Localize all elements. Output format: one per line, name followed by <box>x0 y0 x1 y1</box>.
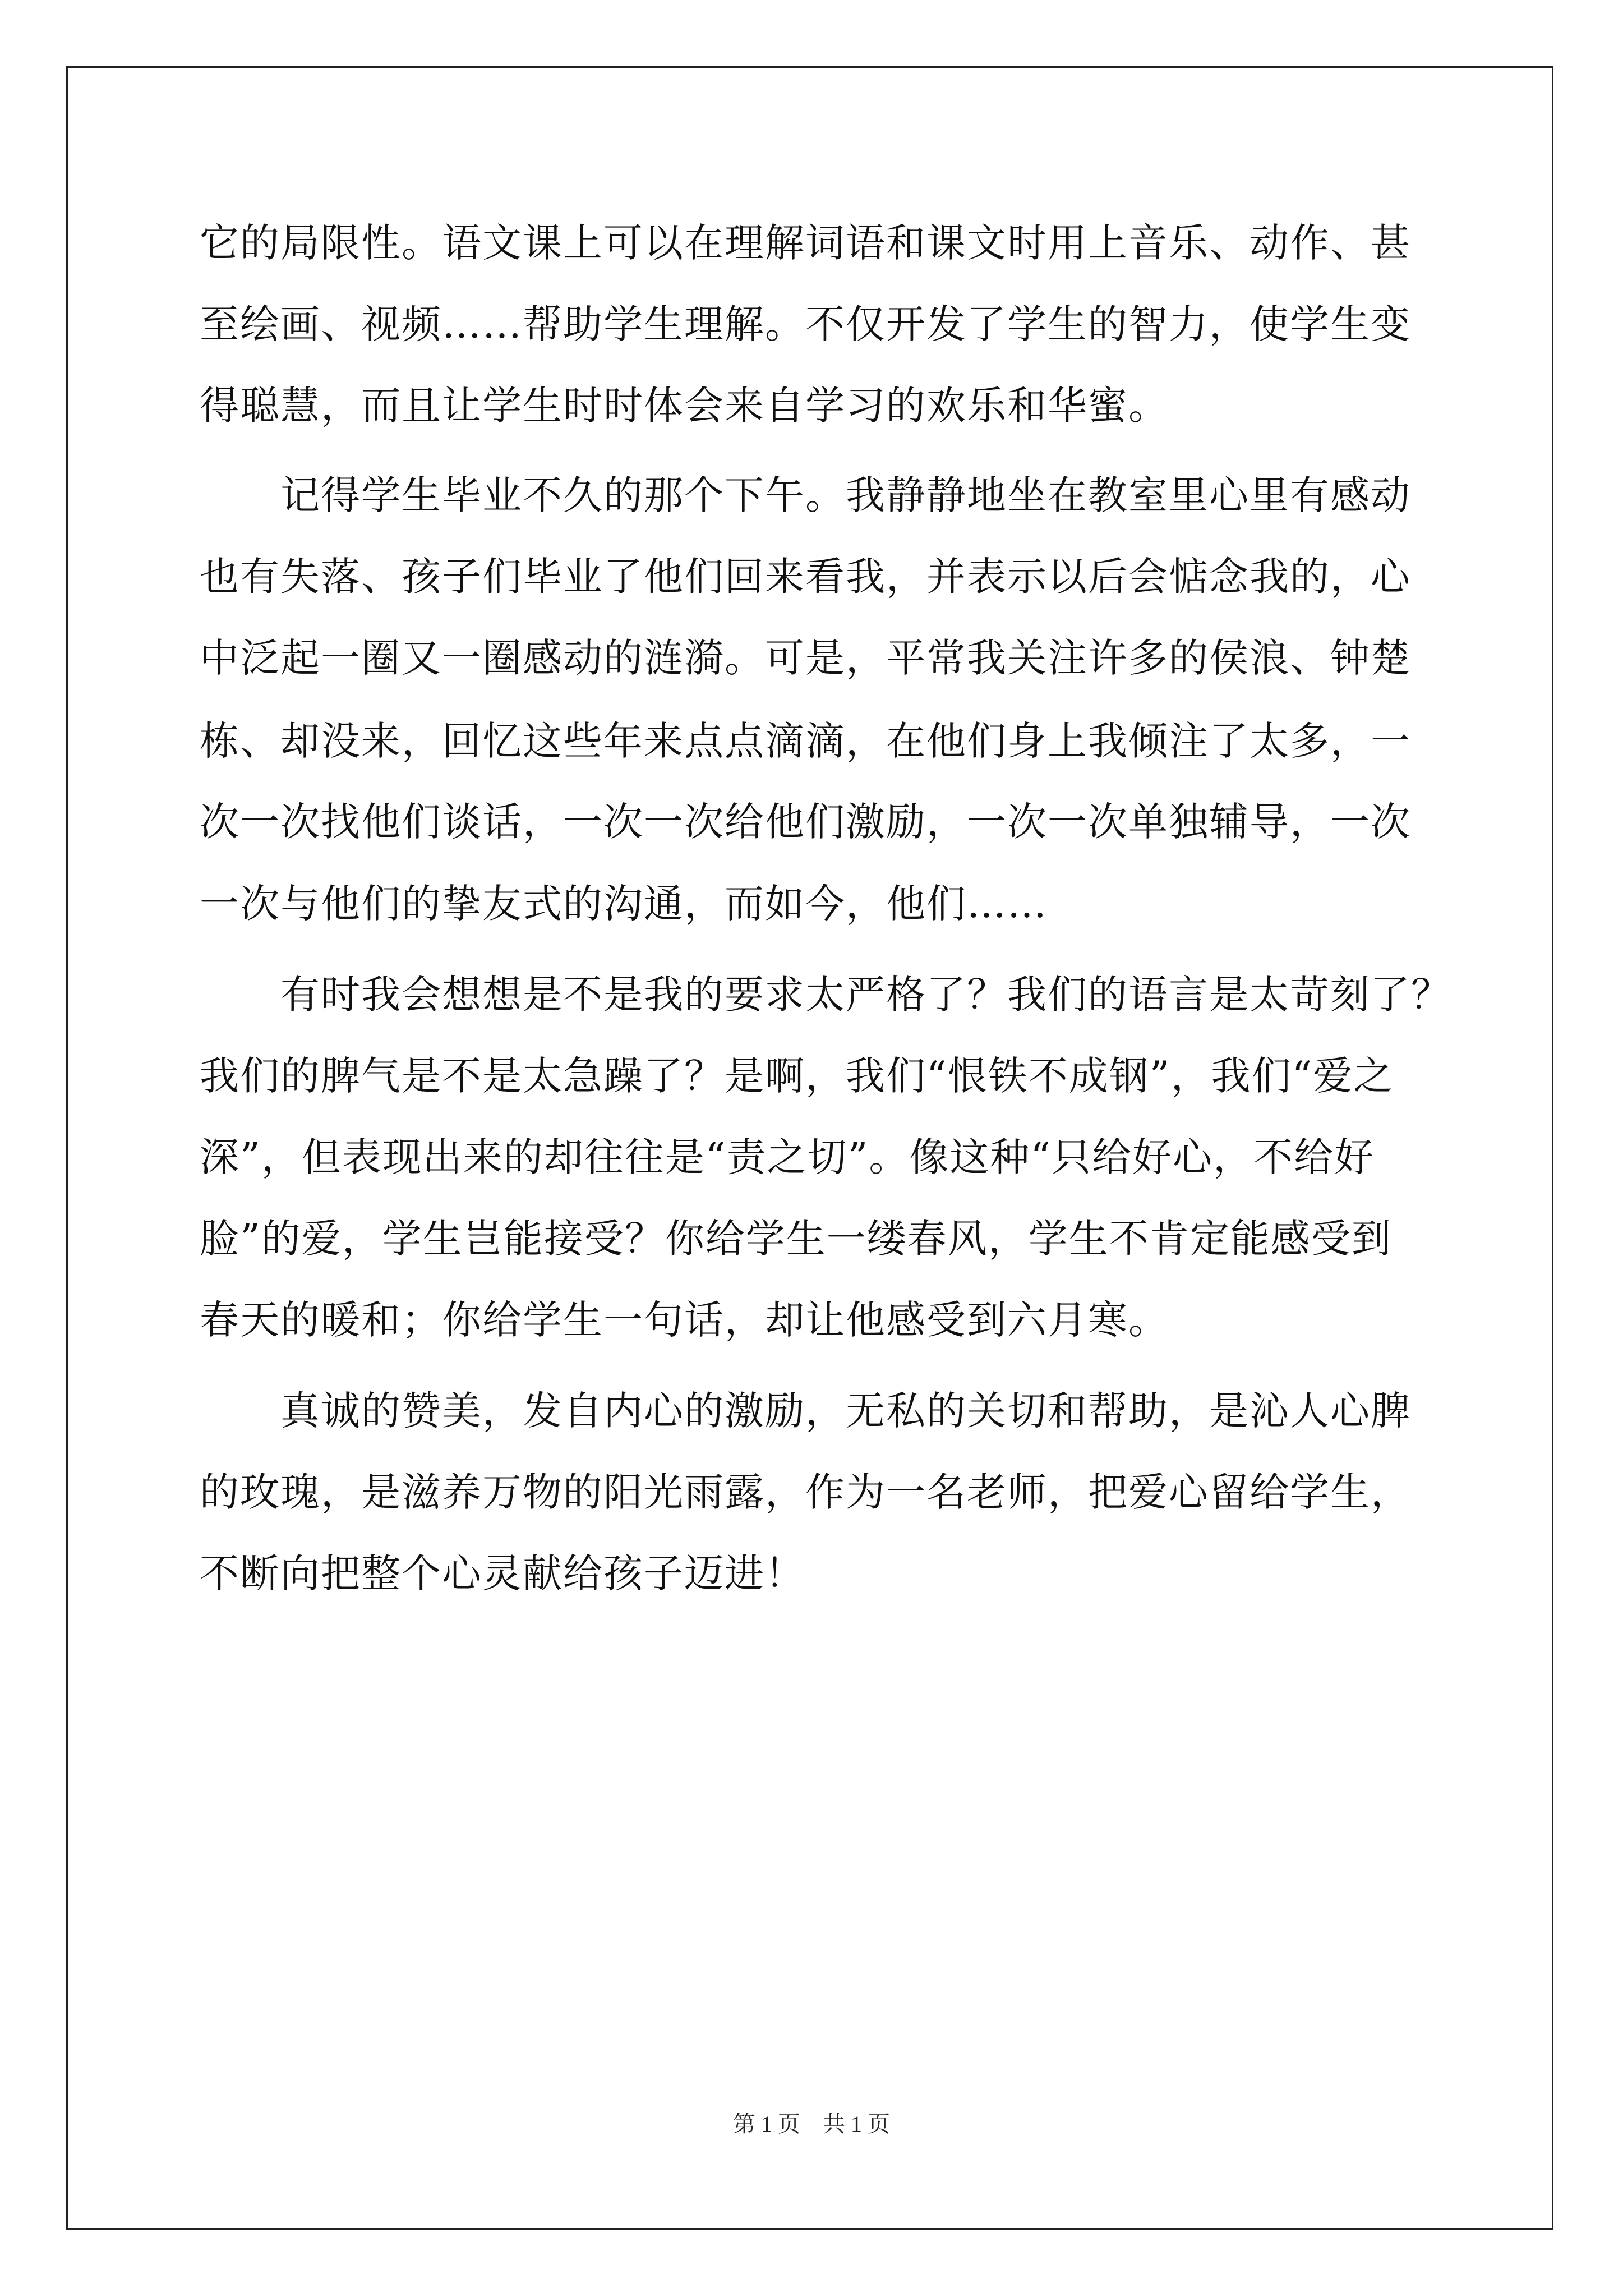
paragraph-3-line-3: 深”，但表现出来的却往往是“责之切”。像这种“只给好心，不给好 <box>200 1134 1375 1180</box>
paragraph-4-line-1: 真诚的赞美，发自内心的激励，无私的关切和帮助，是沁人心脾 <box>280 1388 1411 1434</box>
paragraph-2-line-5: 次一次找他们谈话，一次一次给他们激励，一次一次单独辅导，一次 <box>200 799 1411 845</box>
paragraph-3-line-4: 脸”的爱，学生岂能接受？你给学生一缕春风，学生不肯定能感受到 <box>200 1216 1392 1262</box>
page-number-footer: 第 1 页 共 1 页 <box>733 2111 890 2137</box>
paragraph-3-line-2: 我们的脾气是不是太急躁了？是啊，我们“恨铁不成钢”，我们“爱之 <box>200 1053 1394 1099</box>
paragraph-1-line-1: 它的局限性。语文课上可以在理解词语和课文时用上音乐、动作、甚 <box>200 220 1411 266</box>
paragraph-2-line-6: 一次与他们的挚友式的沟通，而如今，他们…… <box>200 881 1048 927</box>
paragraph-2-line-4: 栋、却没来，回忆这些年来点点滴滴，在他们身上我倾注了太多，一 <box>200 718 1411 764</box>
paragraph-2-line-3: 中泛起一圈又一圈感动的涟漪。可是，平常我关注许多的侯浪、钟楚 <box>200 635 1411 681</box>
paragraph-2-line-1: 记得学生毕业不久的那个下午。我静静地坐在教室里心里有感动 <box>280 472 1411 518</box>
paragraph-4-line-2: 的玫瑰，是滋养万物的阳光雨露，作为一名老师，把爱心留给学生， <box>200 1469 1411 1515</box>
paragraph-4-line-3: 不断向把整个心灵献给孩子迈进！ <box>200 1550 805 1596</box>
paragraph-1-line-3: 得聪慧，而且让学生时时体会来自学习的欢乐和华蜜。 <box>200 383 1169 429</box>
paragraph-1-line-2: 至绘画、视频……帮助学生理解。不仅开发了学生的智力，使学生变 <box>200 301 1411 347</box>
paragraph-3-line-1: 有时我会想想是不是我的要求太严格了？我们的语言是太苛刻了？ <box>280 972 1451 1018</box>
paragraph-3-line-5: 春天的暖和；你给学生一句话，却让他感受到六月寒。 <box>200 1297 1169 1343</box>
paragraph-2-line-2: 也有失落、孩子们毕业了他们回来看我，并表示以后会惦念我的，心 <box>200 554 1411 600</box>
